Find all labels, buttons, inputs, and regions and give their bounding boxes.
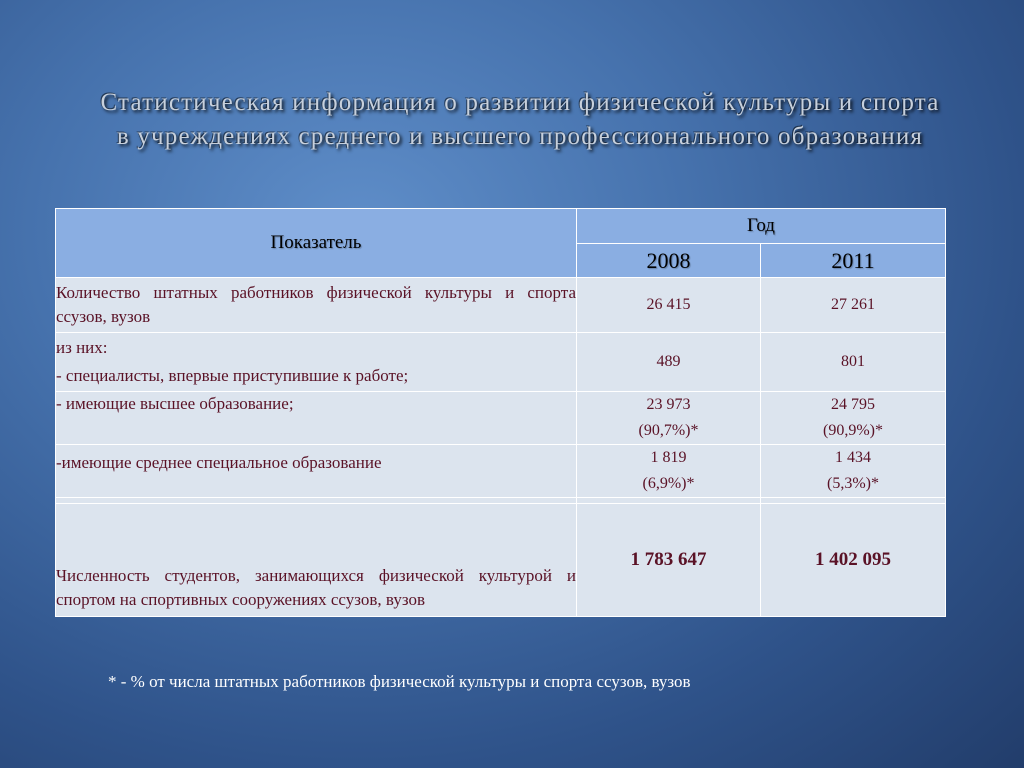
row-label	[56, 333, 577, 392]
header-indicator: Показатель	[56, 209, 577, 278]
statistics-table	[55, 208, 946, 617]
value-percent: (90,7%)*	[638, 422, 699, 439]
row-value-2011: 801	[761, 333, 946, 392]
slide-title-line-1: Статистическая информация о развитии физической культуры и спорта	[100, 89, 940, 116]
row-label: - имеющие высшее образование;	[56, 392, 577, 445]
header-year: Год	[577, 209, 946, 244]
header-year-2008: 2008	[577, 244, 761, 278]
row-value-2008: 1 783 647	[577, 504, 761, 617]
table-row	[56, 278, 946, 333]
row-label: -имеющие среднее специальное образование	[56, 445, 577, 498]
row-value-2011: 1 402 095	[761, 504, 946, 617]
table-row	[56, 392, 946, 445]
value-number: 1 819	[650, 449, 687, 466]
row-value-2008	[577, 392, 761, 445]
value-number: 24 795	[831, 396, 875, 413]
footnote: * - % от числа штатных работников физической культуры и спорта ссузов, вузов	[108, 672, 691, 691]
value-percent: (90,9%)*	[823, 422, 883, 439]
row-value-2011	[761, 445, 946, 498]
table-row	[56, 445, 946, 498]
row-label: Количество штатных работников физической культуры и спорта ссузов, вузов	[56, 278, 577, 333]
slide-title-line-2: в учреждениях среднего и высшего профессионального образования	[116, 123, 924, 150]
row-value-2008: 26 415	[577, 278, 761, 333]
row-value-2008: 489	[577, 333, 761, 392]
row-value-2011	[761, 392, 946, 445]
row-label-line-1: из них:	[56, 338, 108, 357]
slide-title	[40, 86, 1000, 154]
header-year-2011: 2011	[761, 244, 946, 278]
row-value-2008	[577, 445, 761, 498]
row-value-2011: 27 261	[761, 278, 946, 333]
table-row	[56, 333, 946, 392]
value-number: 1 434	[835, 449, 871, 466]
value-percent: (6,9%)*	[642, 475, 695, 492]
table-row	[56, 504, 946, 617]
row-label-line-2: - специалисты, впервые приступившие к работе;	[56, 366, 409, 385]
row-label: Численность студентов, занимающихся физической культурой и спортом на спортивных сооружениях ссузов, вузов	[56, 504, 577, 617]
value-percent: (5,3%)*	[827, 475, 879, 492]
value-number: 23 973	[646, 396, 691, 413]
